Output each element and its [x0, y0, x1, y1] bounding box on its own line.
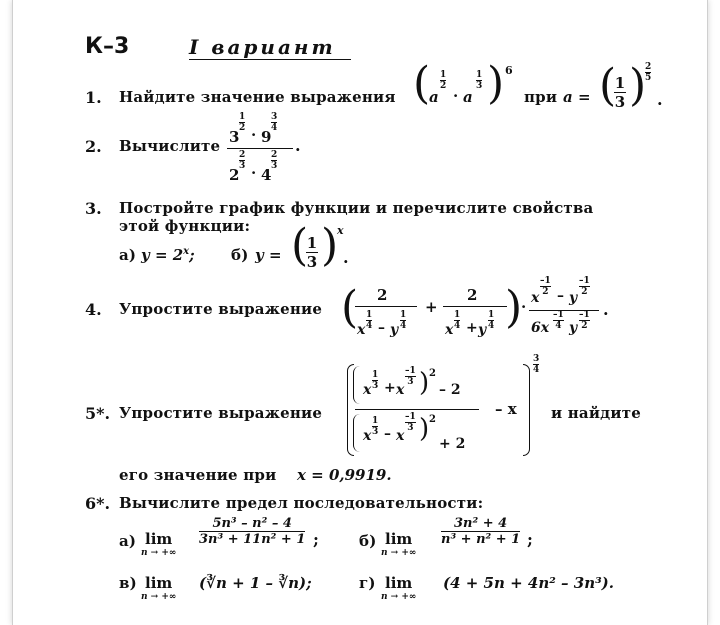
variant-title: I вариант: [189, 35, 351, 60]
task-2-number: 2.: [85, 137, 102, 156]
task-1-pri: при: [524, 88, 558, 106]
task-6a-lim: lim n → +∞: [141, 530, 177, 558]
task-6b-end: ;: [527, 530, 533, 549]
task-5-xval: x = 0,9919.: [297, 466, 392, 484]
task-3a-label: а): [119, 246, 137, 264]
task-3a-expr: $y = 2^x$;: [141, 246, 195, 264]
task-6-number: 6*.: [85, 494, 111, 513]
exp-third: 1 3: [476, 70, 483, 91]
task-6c-label: в): [119, 574, 137, 592]
task-6b-fraction: 3n² + 4 n³ + n² + 1: [441, 516, 521, 547]
exp-half: 1 2: [440, 70, 447, 91]
task-1-number: 1.: [85, 88, 102, 107]
task-3b-expr: y =: [255, 246, 282, 264]
task-1-a-eq: a =: [563, 88, 591, 106]
task-5-expression: x 1 3 + x –1 3 ) 2 – 2 x 1 3 – x –1 3 ) 2 + 2 – x 3 4: [347, 354, 557, 466]
task-6a-fraction: 5n³ – n² – 4 3n³ + 11n² + 1: [199, 516, 306, 547]
task-6d-expr: (4 + 5n + 4n² – 3n³).: [443, 574, 614, 592]
task-6-text: Вычислите предел последовательности:: [119, 494, 484, 512]
task-5-tail: и найдите: [551, 404, 641, 422]
task-3-line1: Постройте график функции и перечислите свойства: [119, 199, 594, 217]
task-6b-lim: lim n → +∞: [381, 530, 417, 558]
task-6b-label: б): [359, 532, 377, 550]
task-6d-lim: lim n → +∞: [381, 574, 417, 602]
task-2-text: Вычислите: [119, 137, 221, 155]
task-1-text: Найдите значение выражения: [119, 88, 396, 106]
task-5-text: Упростите выражение: [119, 404, 323, 422]
task-6a-label: а): [119, 532, 137, 550]
task-2-fraction: 3 1 2 · 9 3 4 2 2 3 · 4 2 3 .: [229, 112, 301, 184]
task-4-expression: ( 2 x 1 4 – y 1 4 + 2 x 1 4 + y 1 4 ) · x –1 2 – y –1 2 6x –1 4 y –1 2 .: [341, 276, 609, 338]
worksheet-code: К–3: [85, 34, 130, 59]
task-6d-label: г): [359, 574, 376, 592]
task-6c-expr: (∛n + 1 – ∛n);: [199, 574, 312, 592]
worksheet-page: К–3 I вариант 1. Найдите значение выражения ( a 1 2 · a 1 3 ) 6 при a = ( 1 3 ) 2 5 . 2. Вычислите 3 1 2 · 9 3 4 2 2 3 · 4 2 3 . 3. Постройте график функции и перечислите свойства этой функции: а) $y = 2^x$; б) y = ( 1 3 ) x . 4. Упростите выражение ( 2 x 1 4 – y 1 4 + 2 x 1 4 + y 1 4 ) · x –1 2 – y –1 2 6x –1 4 y –1 2 . 5*. Упростите выражение x 1 3 + x –1 3 ) 2 – 2 x 1 3 – x –1 3 ) 2 + 2 – x 3 4 и найдите его значение при x = 0,9919. 6*. Вычислите предел последовательности: а) lim n → +∞ 5n³ – n² – 4 3n³ + 11n² + 1 ; б) lim n → +∞ 3n² + 4 n³ + n² + 1 ; в) lim n → +∞ (∛n + 1 – ∛n); г) lim n → +∞ (4 + 5n + 4n² – 3n³).: [12, 0, 708, 625]
task-5-line2: его значение при: [119, 466, 277, 484]
task-5-number: 5*.: [85, 404, 111, 423]
task-4-text: Упростите выражение: [119, 300, 323, 318]
fraction-bar: [227, 148, 293, 149]
task-4-number: 4.: [85, 300, 102, 319]
task-6c-lim: lim n → +∞: [141, 574, 177, 602]
task-3-line2: этой функции:: [119, 217, 251, 235]
task-3b-label: б): [231, 246, 249, 264]
task-3-number: 3.: [85, 199, 102, 218]
task-6a-end: ;: [313, 530, 319, 549]
